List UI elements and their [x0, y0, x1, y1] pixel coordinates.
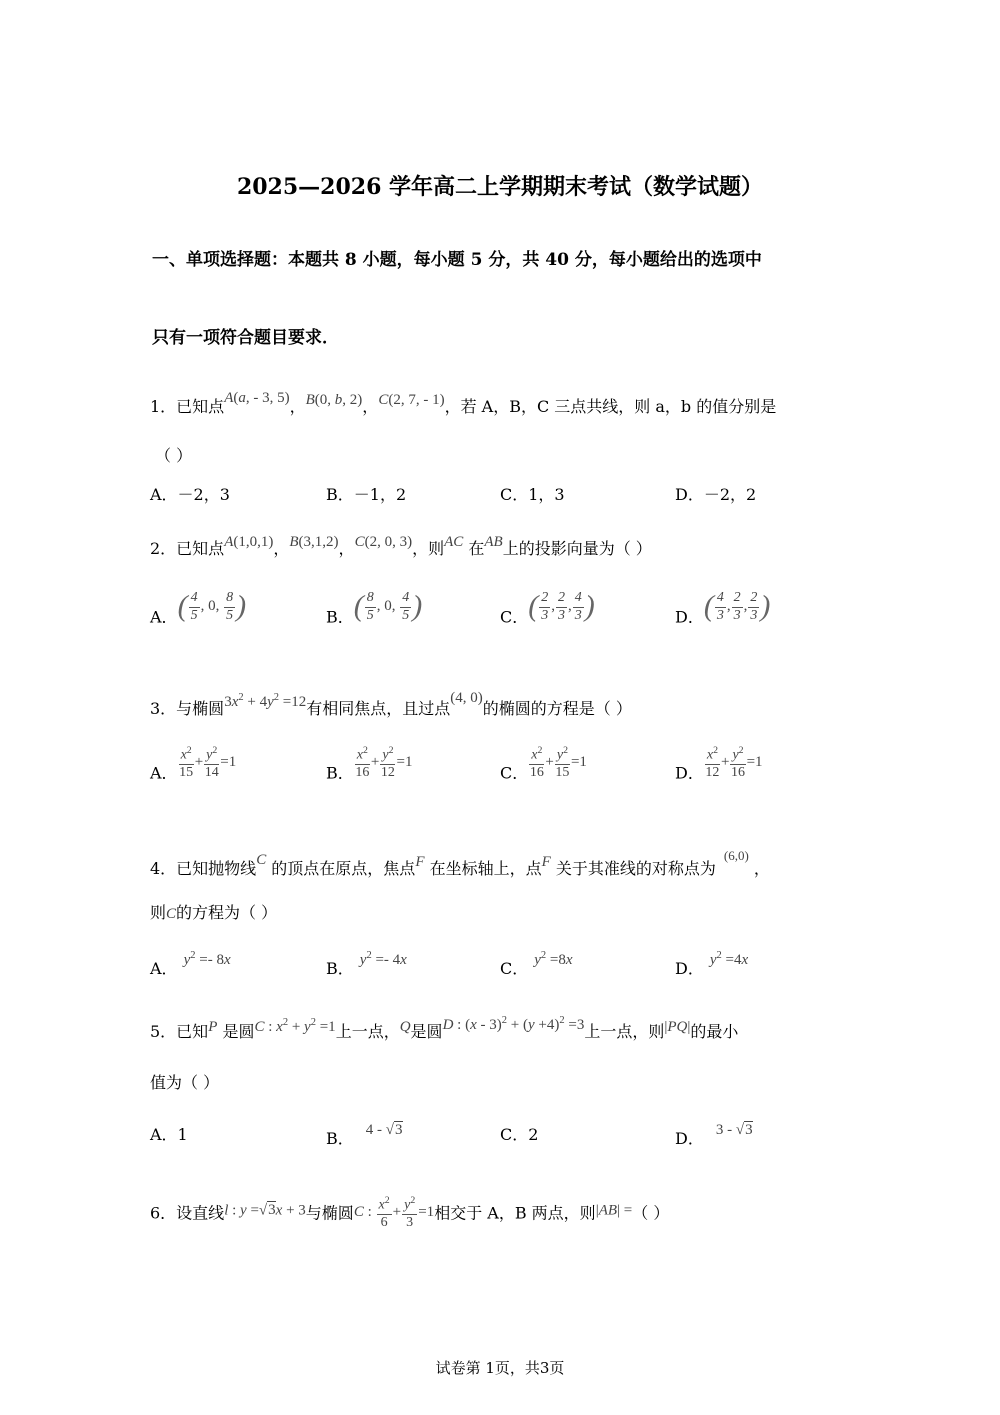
q4-option-b: B． $y^2 =- 4x$ [326, 950, 407, 978]
question-3 [150, 690, 632, 719]
q5-abs-pq: |PQ| [664, 1019, 691, 1035]
q6-tail: （ ） [632, 1203, 670, 1223]
q3-point: (4, 0) [450, 690, 483, 706]
q1-option-b: B．－1，2 [326, 485, 407, 504]
q6-mid2: 相交于 A，B 两点，则 [434, 1203, 596, 1223]
q4-option-a: A． $y^2 =- 8x$ [150, 950, 231, 978]
q5-prefix: 5．已知 [150, 1022, 209, 1041]
page-footer: 试卷第 1页，共3页 [435, 1359, 565, 1377]
q3-tail: 的椭圆的方程是（ ） [482, 699, 632, 718]
q2-point-c: C(2, 0, 3) [354, 534, 413, 550]
q5-option-b: B． 4 - √3 [326, 1122, 403, 1148]
q6-abs-ab: |AB| = [595, 1202, 633, 1219]
q2-vector-ab: AB [484, 534, 503, 550]
q5-circle-c: C : $x^2 + y^2 =1$ [254, 1017, 336, 1035]
q5-option-d: D． 3 - √3 [675, 1122, 753, 1148]
q1-option-c: C．1，3 [500, 485, 565, 504]
q1-paren: （ ） [155, 446, 193, 465]
q1-point-c: C(2, 7, - 1) [378, 392, 445, 408]
q4-mid1: 的顶点在原点，焦点 [271, 859, 416, 878]
q4-var-f1: F [415, 854, 425, 870]
q1-prefix: 1．已知点 [150, 397, 225, 416]
question-1: 1．已知点A(a, - 3, 5)，B(0, b, 2)，C(2, 7, - 1)，若 A，B，C 三点共线，则 a，b 的值分别是 [150, 390, 777, 416]
q5-mid4: 上一点，则 [584, 1022, 665, 1041]
q2-option-c: C．( $\frac{2}{3}$ , $\frac{2}{3}$ , $\frac{4}{3}$ ) [500, 590, 595, 627]
q2-mid2: 在 [468, 539, 485, 558]
q5-mid3: 是圆 [410, 1022, 443, 1041]
q2-mid1: ，则 [412, 539, 445, 558]
q6-line: l : y =√3x + 3 [224, 1202, 306, 1219]
q4-var-c2: C [166, 906, 177, 922]
q1-option-a: A．－2，3 [150, 485, 230, 504]
q1-tail: ，若 A，B，C 三点共线，则 a，b 的值分别是 [444, 397, 777, 416]
q4-var-c: C [256, 852, 267, 868]
q3-option-d: D． $\frac{x^2}{12}$ + $\frac{y^2}{16}$ =1 [675, 745, 763, 783]
q2-option-b: B．( $\frac{8}{5}$ , 0, $\frac{4}{5}$ ) [326, 590, 423, 627]
q3-option-c: C． $\frac{x^2}{16}$ + $\frac{y^2}{15}$ =1 [500, 745, 587, 783]
q6-prefix: 6．设直线 [150, 1203, 225, 1223]
q3-mid: 有相同焦点，且过点 [306, 699, 451, 718]
q1-point-b: B(0, b, 2) [305, 392, 363, 408]
q2-option-a: A．( $\frac{4}{5}$ , 0, $\frac{8}{5}$ ) [150, 590, 247, 627]
q2-prefix: 2．已知点 [150, 539, 225, 558]
q3-option-b: B． $\frac{x^2}{16}$ + $\frac{y^2}{12}$ =1 [326, 745, 413, 783]
q3-prefix: 3．与椭圆 [150, 699, 225, 718]
q4-option-c: C． $y^2 =8x$ [500, 950, 573, 978]
question-4-line2 [150, 900, 277, 923]
q4-line2a: 则 [150, 903, 167, 922]
page-title: 2025—2026 学年高二上学期期末考试（数学试题） [236, 174, 764, 200]
q4-point: (6,0) [723, 848, 749, 863]
q5-line2: 值为（ ） [150, 1073, 220, 1092]
q5-mid1: 是圆 [222, 1022, 255, 1041]
q4-line2b: 的方程为（ ） [176, 903, 278, 922]
q2-tail: 上的投影向量为（ ） [502, 539, 652, 558]
q5-option-c: C．2 [500, 1125, 539, 1144]
question-4: 4．已知抛物线C 的顶点在原点，焦点F 在坐标轴上，点F 关于其准线的对称点为$^{(6,0)}$ ， [150, 848, 770, 878]
section-heading-line1: 一、单项选择题：本题共 8 小题，每小题 5 分，共 40 分，每小题给出的选项中 [152, 250, 762, 270]
q6-ellipse: C : $\frac{x^2}{6}$ + $\frac{y^2}{3}$ =1 [353, 1195, 435, 1230]
q5-var-q: Q [399, 1019, 411, 1035]
q1-option-d: D．－2，2 [675, 485, 757, 504]
q5-mid2: 上一点， [335, 1022, 400, 1041]
q5-circle-d: D : $(x - 3)^2 + (y +4)^2 =3$ [442, 1015, 585, 1033]
q1-point-a: A(a, - 3, 5) [224, 390, 290, 406]
question-2: 2．已知点A(1,0,1)，B(3,1,2)，C(2, 0, 3)，则AC 在AB上的投影向量为（ ） [150, 534, 652, 558]
q4-mid2: 在坐标轴上，点 [429, 859, 542, 878]
question-5 [150, 1015, 738, 1042]
q4-prefix: 4．已知抛物线 [150, 859, 257, 878]
q4-option-d: D． $y^2 =4x$ [675, 950, 749, 978]
q2-vector-ac: AC [444, 534, 464, 550]
q2-option-d: D．( $\frac{4}{3}$ , $\frac{2}{3}$ , $\frac{2}{3}$ ) [675, 590, 771, 627]
q4-mid3: 关于其准线的对称点为 [555, 859, 716, 878]
q2-point-b: B(3,1,2) [289, 534, 339, 550]
section-heading-line2: 只有一项符合题目要求． [152, 328, 339, 348]
q4-var-f2: F [541, 854, 551, 870]
q3-ellipse: $3x^2 + 4y^2 =12$ [224, 692, 307, 710]
question-6 [150, 1195, 669, 1231]
q6-mid1: 与椭圆 [305, 1203, 354, 1223]
q5-option-a: A．1 [150, 1125, 188, 1144]
q3-option-a: A． $\frac{x^2}{15}$ + $\frac{y^2}{14}$ =1 [150, 745, 237, 783]
q5-tail: 的最小 [690, 1022, 739, 1041]
q5-var-p: P [208, 1019, 218, 1035]
q2-point-a: A(1,0,1) [224, 534, 274, 550]
